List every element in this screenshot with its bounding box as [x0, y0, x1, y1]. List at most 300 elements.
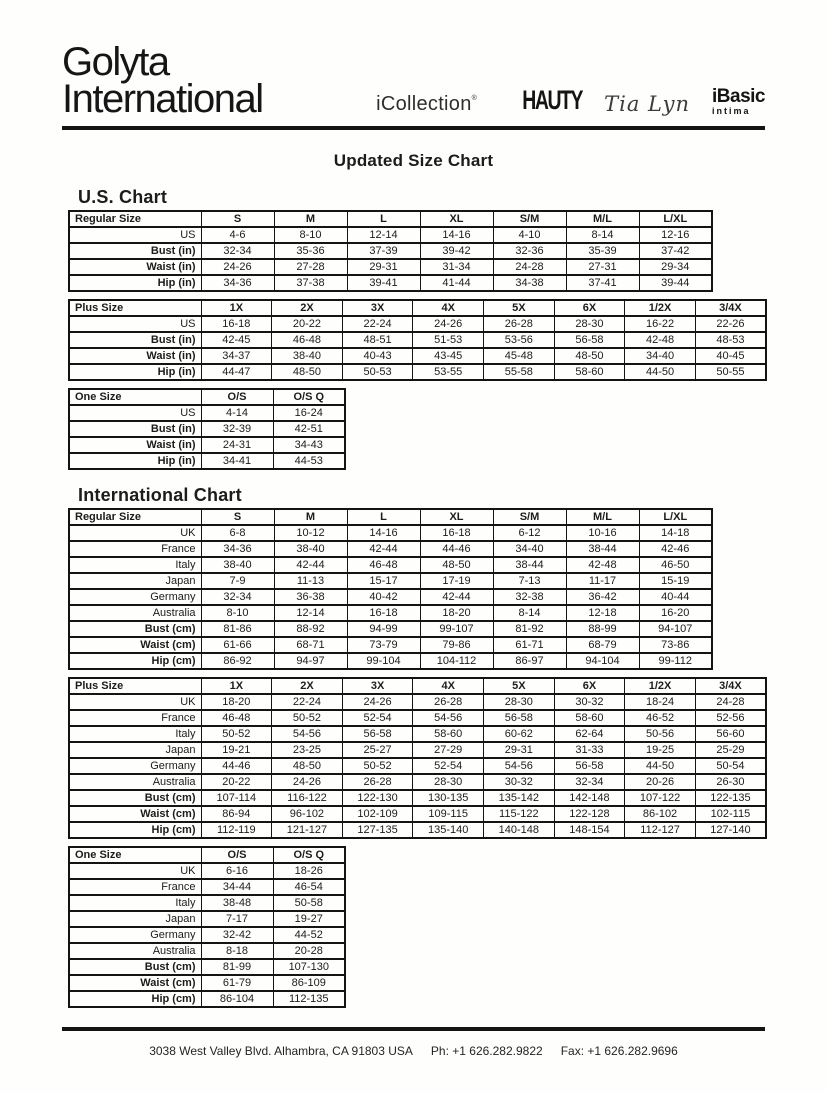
- row-label: Australia: [69, 605, 201, 621]
- size-cell: 112-119: [201, 822, 272, 838]
- size-cell: 112-135: [273, 991, 345, 1007]
- table-title-cell: One Size: [69, 389, 201, 405]
- header-row: [69, 678, 766, 694]
- size-cell: 68-71: [274, 637, 347, 653]
- table-row: [69, 348, 766, 364]
- row-label: Japan: [69, 573, 201, 589]
- table-row: [69, 405, 345, 421]
- size-cell: 26-28: [413, 694, 484, 710]
- header-row: [69, 847, 345, 863]
- size-column-header: L: [347, 509, 420, 525]
- row-label: Australia: [69, 774, 201, 790]
- size-cell: 48-53: [695, 332, 766, 348]
- size-cell: 52-54: [342, 710, 413, 726]
- table-row: [69, 975, 345, 991]
- row-label: Waist (cm): [69, 975, 201, 991]
- size-cell: 7-13: [493, 573, 566, 589]
- size-cell: 62-64: [554, 726, 625, 742]
- size-cell: 34-38: [493, 275, 566, 291]
- size-cell: 32-34: [201, 243, 274, 259]
- size-cell: 40-45: [695, 348, 766, 364]
- size-cell: 37-38: [274, 275, 347, 291]
- size-cell: 41-44: [420, 275, 493, 291]
- row-label: UK: [69, 694, 201, 710]
- size-cell: 29-31: [347, 259, 420, 275]
- table-row: [69, 927, 345, 943]
- size-cell: 34-36: [201, 541, 274, 557]
- size-cell: 31-34: [420, 259, 493, 275]
- brand-icollection-text: iCollection: [376, 93, 472, 115]
- table-title-cell: Plus Size: [69, 300, 201, 316]
- size-column-header: 2X: [272, 678, 343, 694]
- row-label: Germany: [69, 589, 201, 605]
- row-label: Hip (cm): [69, 653, 201, 669]
- brand-icollection-logo: [376, 93, 477, 116]
- size-cell: 24-28: [695, 694, 766, 710]
- size-cell: 30-32: [554, 694, 625, 710]
- size-cell: 48-51: [342, 332, 413, 348]
- table-title-cell: Regular Size: [69, 211, 201, 227]
- table-row: [69, 541, 712, 557]
- row-label: Italy: [69, 726, 201, 742]
- size-cell: 58-60: [554, 364, 625, 380]
- row-label: Germany: [69, 758, 201, 774]
- size-cell: 61-71: [493, 637, 566, 653]
- row-label: Australia: [69, 943, 201, 959]
- table-row: [69, 364, 766, 380]
- size-cell: 54-56: [413, 710, 484, 726]
- size-cell: 107-130: [273, 959, 345, 975]
- row-label: US: [69, 405, 201, 421]
- size-cell: 54-56: [272, 726, 343, 742]
- size-cell: 14-16: [347, 525, 420, 541]
- size-cell: 4-14: [201, 405, 273, 421]
- table-title-cell: Regular Size: [69, 509, 201, 525]
- size-cell: 109-115: [413, 806, 484, 822]
- size-cell: 34-40: [493, 541, 566, 557]
- size-cell: 36-42: [566, 589, 639, 605]
- size-cell: 26-30: [695, 774, 766, 790]
- size-cell: 14-16: [420, 227, 493, 243]
- table-row: [69, 822, 766, 838]
- size-cell: 135-140: [413, 822, 484, 838]
- size-cell: 19-21: [201, 742, 272, 758]
- row-label: France: [69, 710, 201, 726]
- row-label: Japan: [69, 911, 201, 927]
- table-row: [69, 790, 766, 806]
- header-row: [69, 389, 345, 405]
- table-row: [69, 605, 712, 621]
- size-cell: 8-14: [566, 227, 639, 243]
- size-cell: 86-104: [201, 991, 273, 1007]
- size-cell: 44-53: [273, 453, 345, 469]
- row-label: Waist (cm): [69, 637, 201, 653]
- size-cell: 36-38: [274, 589, 347, 605]
- size-cell: 122-135: [695, 790, 766, 806]
- size-cell: 56-58: [342, 726, 413, 742]
- table-title-cell: Plus Size: [69, 678, 201, 694]
- size-cell: 56-58: [484, 710, 555, 726]
- size-cell: 38-48: [201, 895, 273, 911]
- size-cell: 81-92: [493, 621, 566, 637]
- size-cell: 135-142: [484, 790, 555, 806]
- size-cell: 10-16: [566, 525, 639, 541]
- size-column-header: 4X: [413, 678, 484, 694]
- size-cell: 50-58: [273, 895, 345, 911]
- size-cell: 45-48: [484, 348, 555, 364]
- size-cell: 39-42: [420, 243, 493, 259]
- row-label: Germany: [69, 927, 201, 943]
- us-one-size-table: [68, 388, 346, 470]
- size-cell: 42-48: [566, 557, 639, 573]
- size-cell: 18-20: [201, 694, 272, 710]
- table-row: [69, 943, 345, 959]
- size-cell: 50-56: [625, 726, 696, 742]
- size-cell: 99-112: [639, 653, 712, 669]
- size-cell: 48-50: [272, 364, 343, 380]
- size-cell: 73-79: [347, 637, 420, 653]
- size-column-header: S: [201, 509, 274, 525]
- size-cell: 12-16: [639, 227, 712, 243]
- size-column-header: 1X: [201, 300, 272, 316]
- size-cell: 61-66: [201, 637, 274, 653]
- size-cell: 20-22: [272, 316, 343, 332]
- size-cell: 99-104: [347, 653, 420, 669]
- size-cell: 104-112: [420, 653, 493, 669]
- table-row: [69, 227, 712, 243]
- table-row: [69, 275, 712, 291]
- row-label: France: [69, 541, 201, 557]
- table-row: [69, 259, 712, 275]
- size-cell: 15-19: [639, 573, 712, 589]
- size-column-header: 1X: [201, 678, 272, 694]
- registered-trademark-symbol: ®: [471, 95, 478, 102]
- size-cell: 50-52: [201, 726, 272, 742]
- size-cell: 42-48: [625, 332, 696, 348]
- size-cell: 32-42: [201, 927, 273, 943]
- size-cell: 7-17: [201, 911, 273, 927]
- table-row: [69, 453, 345, 469]
- size-column-header: L/XL: [639, 211, 712, 227]
- size-cell: 39-44: [639, 275, 712, 291]
- table-row: [69, 621, 712, 637]
- size-cell: 29-34: [639, 259, 712, 275]
- size-cell: 46-52: [625, 710, 696, 726]
- size-cell: 53-55: [413, 364, 484, 380]
- table-row: [69, 806, 766, 822]
- size-column-header: 1/2X: [625, 678, 696, 694]
- size-cell: 56-58: [554, 332, 625, 348]
- size-cell: 42-44: [420, 589, 493, 605]
- footer-fax: Fax: +1 626.282.9696: [560, 1044, 678, 1058]
- size-column-header: 6X: [554, 678, 625, 694]
- size-cell: 130-135: [413, 790, 484, 806]
- size-cell: 127-135: [342, 822, 413, 838]
- table-row: [69, 710, 766, 726]
- size-cell: 112-127: [625, 822, 696, 838]
- header-row: [69, 509, 712, 525]
- size-cell: 16-18: [201, 316, 272, 332]
- size-cell: 10-12: [274, 525, 347, 541]
- size-cell: 102-109: [342, 806, 413, 822]
- size-cell: 4-10: [493, 227, 566, 243]
- size-column-header: O/S Q: [273, 389, 345, 405]
- row-label: US: [69, 316, 201, 332]
- brand-ibasic-subtext: intima: [712, 106, 751, 116]
- size-cell: 30-32: [484, 774, 555, 790]
- size-cell: 38-40: [201, 557, 274, 573]
- header-row: [69, 211, 712, 227]
- size-cell: 107-122: [625, 790, 696, 806]
- table-row: [69, 573, 712, 589]
- size-cell: 24-26: [201, 259, 274, 275]
- footer-address: 3038 West Valley Blvd. Alhambra, CA 91803 USA: [149, 1044, 413, 1058]
- row-label: France: [69, 879, 201, 895]
- row-label: Waist (in): [69, 259, 201, 275]
- size-cell: 24-28: [493, 259, 566, 275]
- row-label: Hip (in): [69, 453, 201, 469]
- size-cell: 20-28: [273, 943, 345, 959]
- size-cell: 12-14: [274, 605, 347, 621]
- row-label: Italy: [69, 557, 201, 573]
- letterhead: [62, 40, 765, 130]
- size-column-header: S: [201, 211, 274, 227]
- size-cell: 50-54: [695, 758, 766, 774]
- table-row: [69, 332, 766, 348]
- size-cell: 50-55: [695, 364, 766, 380]
- us-regular-size-table: [68, 210, 713, 292]
- size-cell: 52-56: [695, 710, 766, 726]
- size-cell: 20-26: [625, 774, 696, 790]
- page-title: Updated Size Chart: [333, 151, 494, 170]
- table-row: [69, 637, 712, 653]
- row-label: Hip (in): [69, 364, 201, 380]
- size-cell: 99-107: [420, 621, 493, 637]
- size-column-header: S/M: [493, 211, 566, 227]
- size-column-header: 5X: [484, 300, 555, 316]
- size-cell: 73-86: [639, 637, 712, 653]
- size-cell: 48-50: [272, 758, 343, 774]
- size-cell: 4-6: [201, 227, 274, 243]
- size-column-header: XL: [420, 509, 493, 525]
- size-cell: 22-24: [342, 316, 413, 332]
- row-label: Bust (in): [69, 332, 201, 348]
- size-cell: 35-39: [566, 243, 639, 259]
- row-label: Bust (in): [69, 421, 201, 437]
- size-cell: 46-48: [347, 557, 420, 573]
- size-column-header: L/XL: [639, 509, 712, 525]
- row-label: Hip (cm): [69, 822, 201, 838]
- logo-line-1: Golyta: [62, 40, 169, 84]
- intl-plus-size-table: [68, 677, 767, 839]
- logo-line-2: International: [62, 77, 263, 121]
- size-cell: 8-18: [201, 943, 273, 959]
- size-cell: 16-18: [347, 605, 420, 621]
- size-cell: 31-33: [554, 742, 625, 758]
- table-row: [69, 959, 345, 975]
- size-cell: 8-10: [201, 605, 274, 621]
- row-label: UK: [69, 863, 201, 879]
- size-column-header: 6X: [554, 300, 625, 316]
- size-cell: 37-42: [639, 243, 712, 259]
- table-row: [69, 653, 712, 669]
- size-cell: 24-26: [272, 774, 343, 790]
- size-column-header: O/S: [201, 389, 273, 405]
- size-cell: 29-31: [484, 742, 555, 758]
- table-row: [69, 316, 766, 332]
- size-cell: 32-34: [554, 774, 625, 790]
- size-cell: 94-97: [274, 653, 347, 669]
- size-cell: 122-128: [554, 806, 625, 822]
- row-label: Hip (in): [69, 275, 201, 291]
- size-cell: 32-34: [201, 589, 274, 605]
- size-cell: 121-127: [272, 822, 343, 838]
- size-column-header: M: [274, 211, 347, 227]
- row-label: Waist (cm): [69, 806, 201, 822]
- size-cell: 14-18: [639, 525, 712, 541]
- size-cell: 68-79: [566, 637, 639, 653]
- size-column-header: 3/4X: [695, 678, 766, 694]
- size-cell: 6-8: [201, 525, 274, 541]
- size-cell: 7-9: [201, 573, 274, 589]
- size-cell: 116-122: [272, 790, 343, 806]
- size-cell: 28-30: [413, 774, 484, 790]
- row-label: Bust (cm): [69, 621, 201, 637]
- size-cell: 48-50: [554, 348, 625, 364]
- size-cell: 88-99: [566, 621, 639, 637]
- size-cell: 32-38: [493, 589, 566, 605]
- size-column-header: 4X: [413, 300, 484, 316]
- size-cell: 42-44: [274, 557, 347, 573]
- size-column-header: 3X: [342, 300, 413, 316]
- section-heading-international: International Chart: [78, 485, 242, 505]
- table-row: [69, 726, 766, 742]
- size-cell: 11-13: [274, 573, 347, 589]
- size-column-header: S/M: [493, 509, 566, 525]
- size-column-header: L: [347, 211, 420, 227]
- size-cell: 122-130: [342, 790, 413, 806]
- size-cell: 52-54: [413, 758, 484, 774]
- size-cell: 58-60: [413, 726, 484, 742]
- size-cell: 42-51: [273, 421, 345, 437]
- row-label: US: [69, 227, 201, 243]
- size-cell: 42-45: [201, 332, 272, 348]
- row-label: Italy: [69, 895, 201, 911]
- row-label: Japan: [69, 742, 201, 758]
- size-cell: 27-31: [566, 259, 639, 275]
- row-label: Hip (cm): [69, 991, 201, 1007]
- size-cell: 53-56: [484, 332, 555, 348]
- size-cell: 22-26: [695, 316, 766, 332]
- brand-hauty-logo: HAUTY: [522, 85, 583, 115]
- size-cell: 115-122: [484, 806, 555, 822]
- size-cell: 46-50: [639, 557, 712, 573]
- table-title-cell: One Size: [69, 847, 201, 863]
- size-cell: 19-25: [625, 742, 696, 758]
- size-cell: 79-86: [420, 637, 493, 653]
- size-cell: 61-79: [201, 975, 273, 991]
- size-cell: 142-148: [554, 790, 625, 806]
- size-cell: 38-40: [272, 348, 343, 364]
- size-cell: 11-17: [566, 573, 639, 589]
- size-cell: 38-44: [566, 541, 639, 557]
- table-row: [69, 589, 712, 605]
- us-plus-size-table: [68, 299, 767, 381]
- size-cell: 18-26: [273, 863, 345, 879]
- size-column-header: O/S: [201, 847, 273, 863]
- size-cell: 8-14: [493, 605, 566, 621]
- size-column-header: 3X: [342, 678, 413, 694]
- size-column-header: M: [274, 509, 347, 525]
- table-row: [69, 758, 766, 774]
- size-cell: 60-62: [484, 726, 555, 742]
- size-cell: 12-18: [566, 605, 639, 621]
- table-row: [69, 863, 345, 879]
- size-cell: 32-39: [201, 421, 273, 437]
- footer: [62, 1027, 765, 1058]
- table-row: [69, 911, 345, 927]
- size-cell: 46-48: [201, 710, 272, 726]
- intl-one-size-table: [68, 846, 346, 1008]
- size-cell: 96-102: [272, 806, 343, 822]
- size-cell: 20-22: [201, 774, 272, 790]
- size-cell: 58-60: [554, 710, 625, 726]
- size-column-header: 5X: [484, 678, 555, 694]
- table-row: [69, 895, 345, 911]
- size-cell: 22-24: [272, 694, 343, 710]
- size-cell: 27-28: [274, 259, 347, 275]
- size-cell: 55-58: [484, 364, 555, 380]
- size-cell: 42-46: [639, 541, 712, 557]
- size-cell: 24-31: [201, 437, 273, 453]
- size-cell: 37-39: [347, 243, 420, 259]
- intl-regular-size-table: [68, 508, 713, 670]
- size-cell: 6-12: [493, 525, 566, 541]
- size-cell: 81-86: [201, 621, 274, 637]
- size-cell: 38-40: [274, 541, 347, 557]
- size-cell: 34-43: [273, 437, 345, 453]
- size-cell: 39-41: [347, 275, 420, 291]
- size-cell: 54-56: [484, 758, 555, 774]
- size-cell: 34-37: [201, 348, 272, 364]
- size-cell: 24-26: [413, 316, 484, 332]
- size-cell: 148-154: [554, 822, 625, 838]
- size-cell: 46-48: [272, 332, 343, 348]
- table-row: [69, 991, 345, 1007]
- table-row: [69, 774, 766, 790]
- size-cell: 26-28: [484, 316, 555, 332]
- size-cell: 17-19: [420, 573, 493, 589]
- size-column-header: 2X: [272, 300, 343, 316]
- size-cell: 18-20: [420, 605, 493, 621]
- size-cell: 37-41: [566, 275, 639, 291]
- size-cell: 25-29: [695, 742, 766, 758]
- size-cell: 56-60: [695, 726, 766, 742]
- size-cell: 44-47: [201, 364, 272, 380]
- size-cell: 28-30: [554, 316, 625, 332]
- size-cell: 34-40: [625, 348, 696, 364]
- size-cell: 51-53: [413, 332, 484, 348]
- size-cell: 15-17: [347, 573, 420, 589]
- size-cell: 107-114: [201, 790, 272, 806]
- size-cell: 50-52: [272, 710, 343, 726]
- size-cell: 38-44: [493, 557, 566, 573]
- size-cell: 94-104: [566, 653, 639, 669]
- table-row: [69, 694, 766, 710]
- size-column-header: 3/4X: [695, 300, 766, 316]
- size-cell: 12-14: [347, 227, 420, 243]
- row-label: UK: [69, 525, 201, 541]
